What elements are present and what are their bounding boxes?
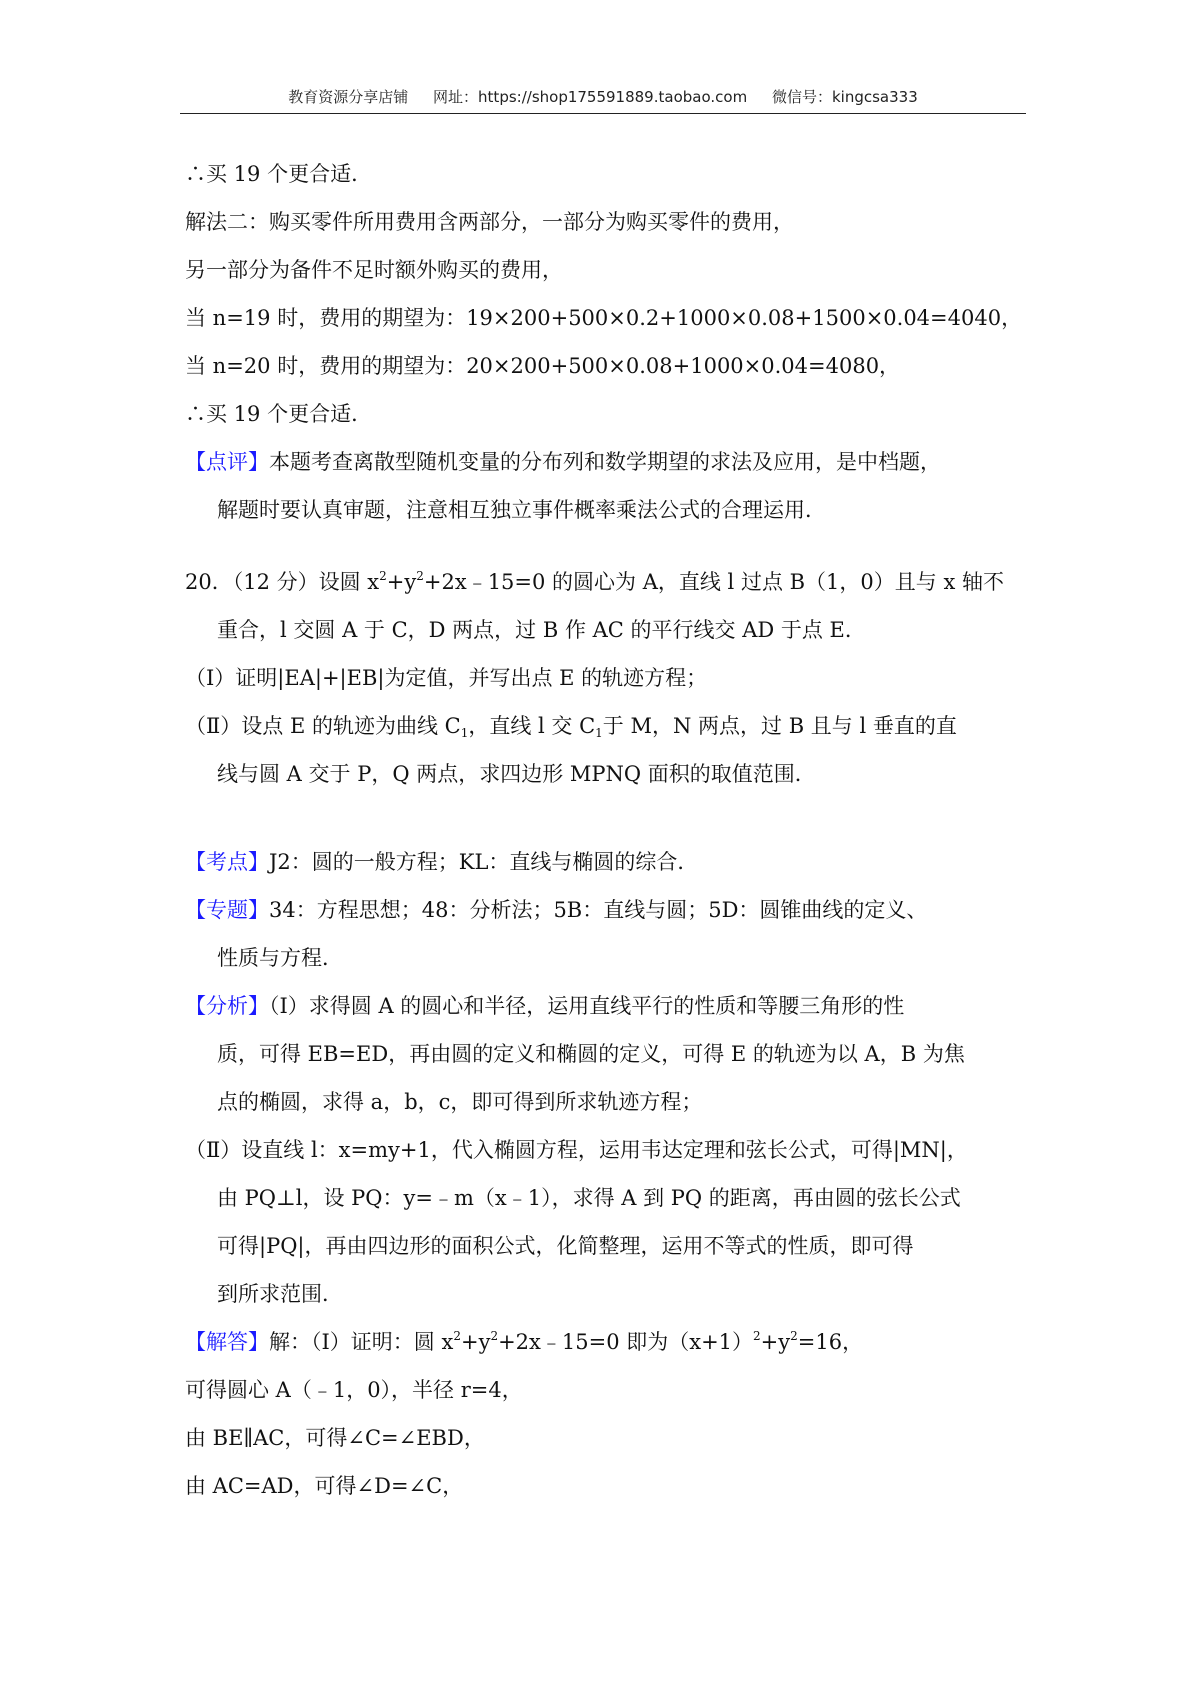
comment-line [185, 438, 1030, 486]
text-span: +2x﹣15=0 即为（x+1） [498, 1330, 754, 1354]
document-body [185, 150, 1030, 1510]
text-line: 到所求范围． [217, 1282, 343, 1306]
comment-text: 本题考查离散型随机变量的分布列和数学期望的求法及应用，是中档题， [269, 450, 941, 474]
text-line: 另一部分为备件不足时额外购买的费用， [185, 258, 563, 282]
superscript: 2 [790, 1329, 798, 1343]
superscript: 2 [379, 569, 387, 583]
subscript: 1 [595, 726, 603, 740]
zhuanti-tag: 【专题】 [185, 898, 269, 922]
question-text: +y [386, 570, 417, 594]
text-span: +y [460, 1330, 491, 1354]
header-shop: 教育资源分享店铺 [288, 88, 409, 106]
superscript: 2 [753, 1329, 761, 1343]
fenxi-line [185, 982, 1030, 1030]
spacer [185, 798, 1030, 838]
kaodian-line [185, 838, 1030, 886]
page-header [180, 86, 1026, 114]
superscript: 2 [490, 1329, 499, 1343]
subscript: 1 [460, 726, 469, 740]
question-text: 20．（12 分）设圆 x [185, 570, 380, 594]
text-span: （Ⅱ）设点 E 的轨迹为曲线 C [185, 714, 461, 738]
superscript: 2 [416, 569, 424, 583]
text-line: 点的椭圆，求得 a，b，c，即可得到所求轨迹方程； [217, 1090, 703, 1114]
comment-tag: 【点评】 [185, 450, 269, 474]
spacer [185, 534, 1030, 558]
zhuanti-line [185, 886, 1030, 934]
fenxi-text: （Ⅰ）求得圆 A 的圆心和半径，运用直线平行的性质和等腰三角形的性 [269, 994, 905, 1018]
text-line: 性质与方程． [217, 946, 343, 970]
text-span: 解：（Ⅰ）证明：圆 x [269, 1330, 454, 1354]
text-line: 重合，l 交圆 A 于 C，D 两点，过 B 作 AC 的平行线交 AD 于点 E． [217, 618, 866, 642]
text-line [185, 702, 1030, 750]
text-line: 质，可得 EB=ED，再由圆的定义和椭圆的定义，可得 E 的轨迹为以 A，B 为焦 [217, 1042, 965, 1066]
text-line: 由 AC=AD，可得∠D=∠C， [185, 1474, 464, 1498]
jieda-tag: 【解答】 [185, 1330, 269, 1354]
text-line: ∴买 19 个更合适． [185, 402, 373, 426]
text-line: （Ⅰ）证明|EA|+|EB|为定值，并写出点 E 的轨迹方程； [185, 666, 708, 690]
header-rule [180, 113, 1026, 114]
fenxi-tag: 【分析】 [185, 994, 269, 1018]
jieda-line [185, 1318, 1030, 1366]
text-line: 当 n=20 时，费用的期望为：20×200+500×0.08+1000×0.04=4080， [185, 354, 901, 378]
superscript: 2 [453, 1329, 461, 1343]
text-span: +y [760, 1330, 791, 1354]
header-url: 网址：https://shop175591889.taobao.com [433, 88, 748, 106]
kaodian-tag: 【考点】 [185, 850, 269, 874]
text-line: ∴买 19 个更合适． [185, 162, 373, 186]
text-line: 可得圆心 A（﹣1，0），半径 r=4， [185, 1378, 523, 1402]
text-span: =16， [797, 1330, 864, 1354]
text-line: 解题时要认真审题，注意相互独立事件概率乘法公式的合理运用． [217, 498, 826, 522]
text-line: 由 PQ⊥l，设 PQ：y=﹣m（x﹣1），求得 A 到 PQ 的距离，再由圆的弦长公式 [217, 1186, 961, 1210]
text-line: 当 n=19 时，费用的期望为：19×200+500×0.2+1000×0.08+1500×0.04=4040， [185, 306, 1023, 330]
text-line: （Ⅱ）设直线 l：x=my+1，代入椭圆方程，运用韦达定理和弦长公式，可得|MN|， [185, 1138, 968, 1162]
text-line: 解法二：购买零件所用费用含两部分，一部分为购买零件的费用， [185, 210, 794, 234]
text-line: 由 BE∥AC，可得∠C=∠EBD， [185, 1426, 485, 1450]
zhuanti-text: 34：方程思想；48：分析法；5B：直线与圆；5D：圆锥曲线的定义、 [269, 898, 928, 922]
text-span: 于 M，N 两点，过 B 且与 l 垂直的直 [602, 714, 957, 738]
kaodian-text: J2：圆的一般方程；KL：直线与椭圆的综合． [269, 850, 699, 874]
text-line: 可得|PQ|，再由四边形的面积公式，化简整理，运用不等式的性质，即可得 [217, 1234, 914, 1258]
text-span: ，直线 l 交 C [468, 714, 596, 738]
header-wechat: 微信号：kingcsa333 [771, 88, 918, 106]
question-line [185, 558, 1030, 606]
text-line: 线与圆 A 交于 P，Q 两点，求四边形 MPNQ 面积的取值范围． [217, 762, 816, 786]
question-text: +2x﹣15=0 的圆心为 A，直线 l 过点 B（1，0）且与 x 轴不 [423, 570, 1004, 594]
